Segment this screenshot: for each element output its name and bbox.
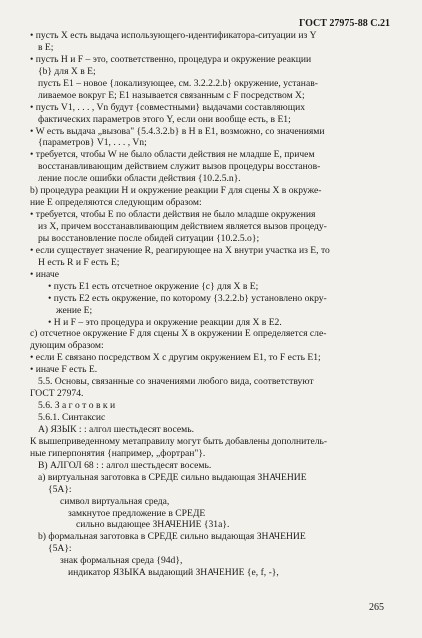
text-line: замкнутое предложение в СРЕДЕ: [68, 507, 206, 519]
text-line: • пусть X есть выдача использующего-идентификатора-ситуации из Y: [30, 30, 317, 41]
text-line: восстанавливающим действием служит вызов процедуры восстанов-: [38, 161, 321, 173]
body-text: [30, 30, 395, 579]
text-line: • пусть H и F – это, соответственно, процедура и окружение реакции: [30, 53, 312, 65]
text-line: символ виртуальная среда,: [60, 495, 170, 507]
text-line: ные гиперпонятия {например, „фортран"}.: [30, 447, 206, 459]
text-line: • H и F – это процедура и окружение реакции для X в E2.: [48, 316, 282, 328]
text-line: • пусть V1, . . . , Vn будут {совместными} выдачами составляющих: [30, 101, 306, 113]
page-number: 265: [369, 602, 384, 613]
text-line: • иначе: [30, 268, 59, 280]
text-line: К вышеприведенному метаправилу могут быть добавлены дополнитель-: [30, 435, 328, 447]
text-line: b) процедура реакции H и окружение реакции F для сцены X в окруже-: [30, 185, 322, 197]
text-line: 5.5. Основы, связанные со значениями любого вида, соответствуют: [38, 376, 314, 388]
text-line: ние E определяются следующим образом:: [30, 197, 202, 209]
text-line: • W есть выдача „вызова" {5.4.3.2.b} в H в E1, возможно, со значениями: [30, 125, 325, 137]
text-line: b) формальная заготовка в СРЕДЕ сильно выдающая ЗНАЧЕНИЕ: [38, 531, 306, 543]
text-line: {5A}:: [48, 543, 72, 555]
text-line: • требуется, чтобы E по области действия не было младше окружения: [30, 209, 316, 221]
text-line: c) отсчетное окружение F для сцены X в окружении E определяется сле-: [30, 328, 327, 340]
text-line: индикатор ЯЗЫКА выдающий ЗНАЧЕНИЕ {e, f, -},: [68, 567, 279, 579]
text-line: {b} для X в E;: [38, 65, 96, 77]
text-line: 5.6.1. Синтаксис: [38, 412, 106, 423]
text-line: {параметров} V1, . . . , Vn;: [38, 137, 147, 149]
text-line: ление после ошибки области действия {10.2.5.n}.: [38, 173, 241, 185]
text-line: • иначе F есть E.: [30, 364, 98, 376]
text-line: a) виртуальная заготовка в СРЕДЕ сильно выдающая ЗНАЧЕНИЕ: [38, 471, 307, 483]
text-line: дующим образом:: [30, 340, 104, 352]
text-line: ливаемое вокруг E; E1 называется связанным с F посредством X;: [38, 89, 305, 101]
text-line: ГОСТ 27974.: [30, 388, 84, 400]
text-line: A) ЯЗЫК : : алгол шестьдесят восемь.: [38, 423, 195, 435]
text-line: пусть E1 – новое {локализующее, см. 3.2.2.2.b} окружение, устанав-: [38, 77, 318, 89]
text-line: • если существует значение R, реагирующее на X внутри участка из E, то: [30, 244, 330, 256]
text-line: B) АЛГОЛ 68 : : алгол шестьдесят восемь.: [38, 459, 212, 471]
text-line: из X, причем восстанавливающим действием является вызов процеду-: [38, 221, 327, 232]
text-line: фактических параметров этого Y, если они вообще есть, в E1;: [38, 113, 291, 125]
text-line: {5A}:: [48, 483, 72, 495]
text-line: • если E связано посредством X с другим окружением E1, то F есть E1;: [30, 352, 321, 364]
text-line: • пусть E1 есть отсчетное окружение {c} для X в E;: [48, 280, 259, 292]
text-line: в E;: [38, 41, 54, 53]
text-line: • требуется, чтобы W не было области действия не младше E, причем: [30, 149, 315, 161]
text-line: 5.6. З а г о т о в к и: [38, 400, 116, 412]
text-line: H есть R и F есть E;: [38, 256, 120, 268]
page-header: ГОСТ 27975-88 С.21: [299, 18, 390, 29]
text-line: жение E;: [56, 304, 93, 316]
text-line: знак формальная среда {94d},: [60, 555, 183, 567]
text-line: • пусть E2 есть окружение, по которому {3.2.2.b} установлено окру-: [48, 292, 327, 304]
text-line: ры восстановление после обидей ситуации {10.2.5.o};: [38, 232, 260, 244]
text-line: сильно выдающее ЗНАЧЕНИЕ {31a}.: [76, 519, 230, 531]
